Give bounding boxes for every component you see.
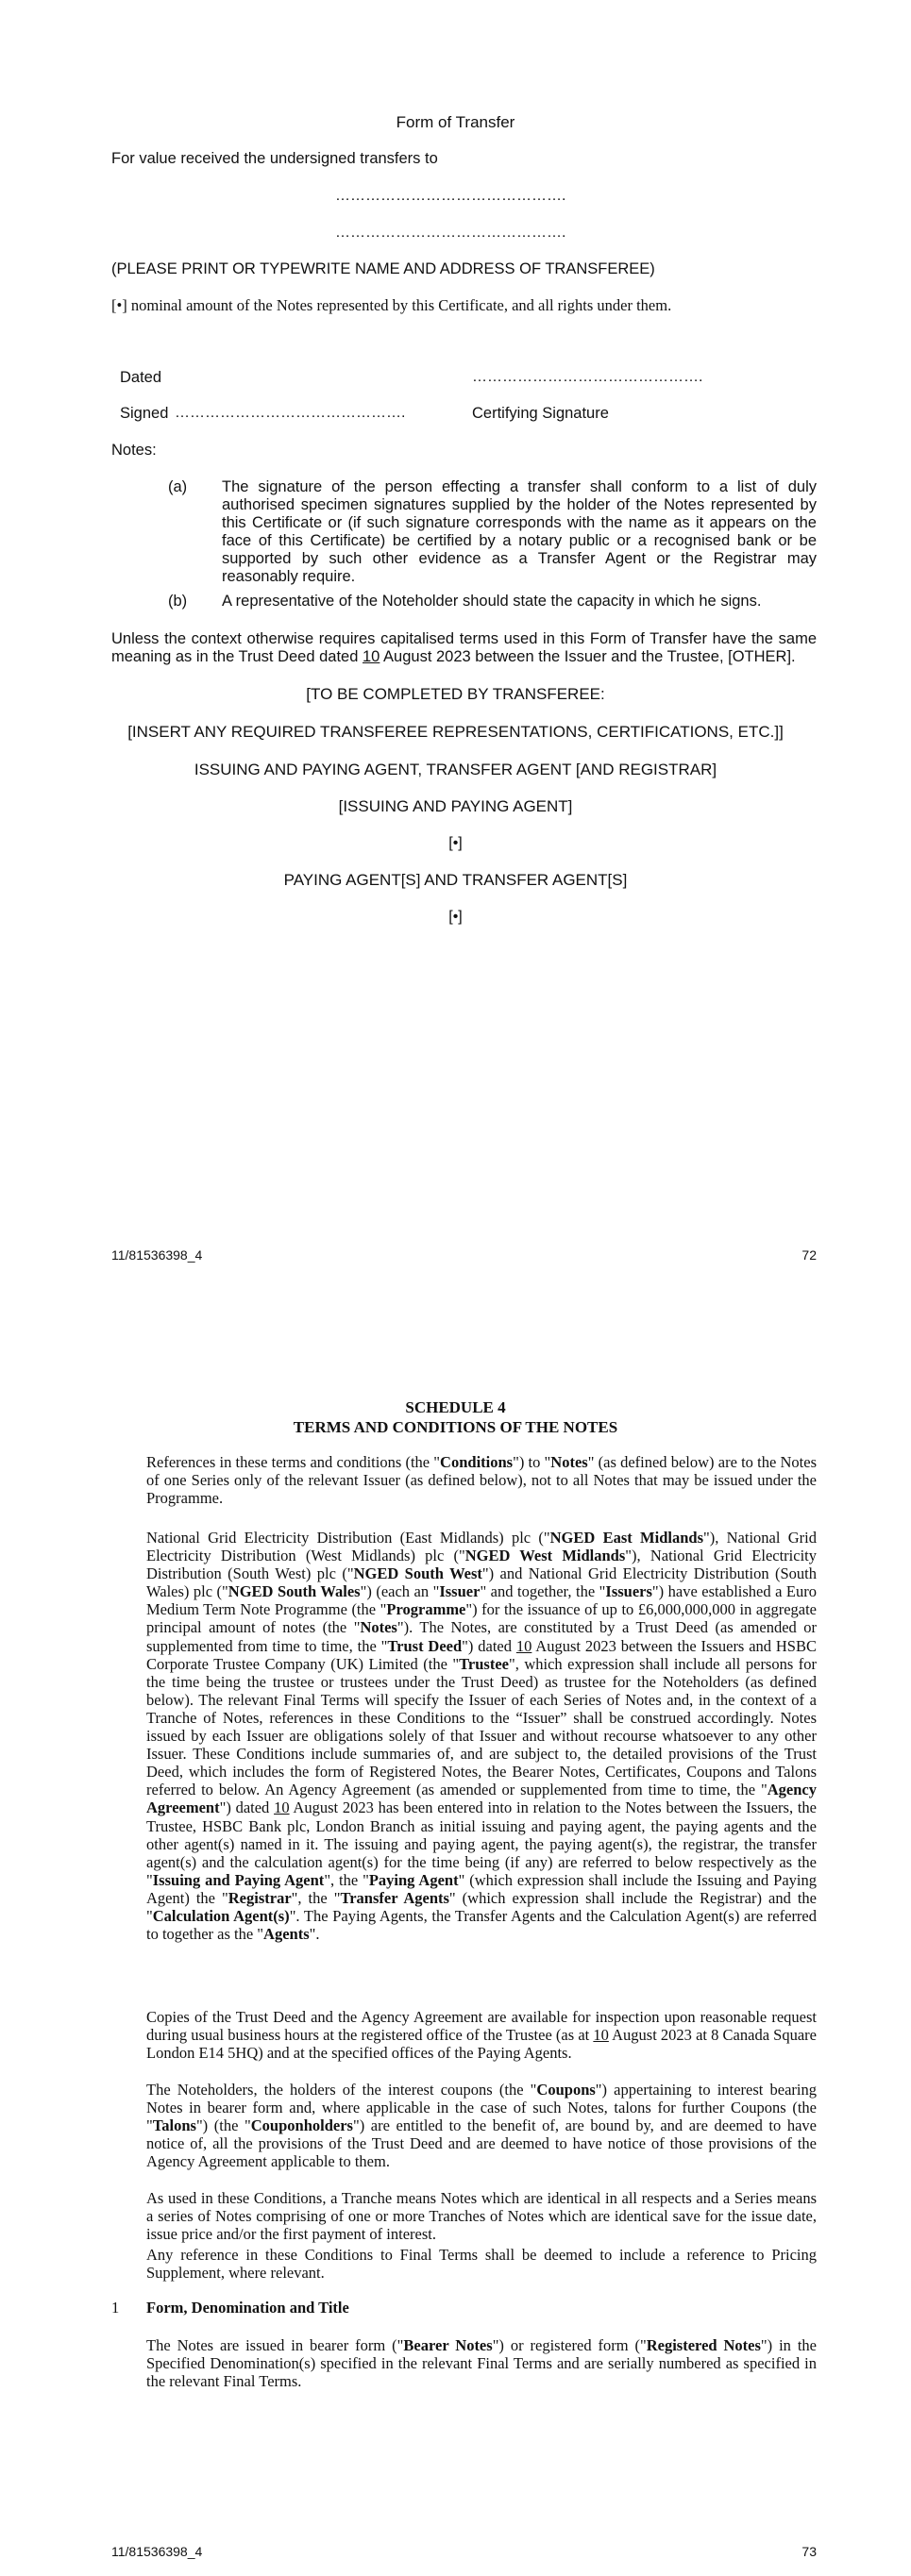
section-title: Form, Denomination and Title: [146, 2299, 349, 2317]
insert-representations: [INSERT ANY REQUIRED TRANSFEREE REPRESENTATIONS, CERTIFICATIONS, ETC.]]: [127, 723, 784, 741]
transferee-dots-1: ……………………………………….: [335, 188, 566, 204]
issuing-paying-agent: [ISSUING AND PAYING AGENT]: [338, 797, 573, 815]
schedule-title: SCHEDULE 4: [405, 1398, 506, 1416]
inspection-paragraph: Copies of the Trust Deed and the Agency Agreement are available for inspection upon reasonable request during usual business hours at the registered office of the Trustee (as at 10 August 2023 at 8 Canada Square London E14 5HQ) and at the specified offices of the Paying Agents.: [146, 2008, 817, 2063]
signed-label: Signed: [120, 405, 169, 422]
form-denomination-paragraph: The Notes are issued in bearer form ("Bearer Notes") or registered form ("Registered Notes") in the Specified Denomination(s) specified in the relevant Final Terms and are serially numbered as specified in the relevant Final Terms.: [146, 2336, 818, 2391]
notes-label: Notes:: [111, 442, 157, 459]
to-be-completed-heading: [TO BE COMPLETED BY TRANSFEREE:: [306, 685, 605, 703]
footer-page-number: 72: [801, 1247, 817, 1263]
dated-label: Dated: [120, 369, 162, 386]
note-a-text: The signature of the person effecting a transfer shall conform to a list of duly authorised specimen signatures supplied by the holder of the Notes represented by this Certificate or (if such signature corresponds with the name as it appears on the face of this Certificate) be certified by a notary public or a recognised bank or be supported by such other evidence as a Transfer Agent or the Registrar may reasonably require.: [222, 478, 817, 585]
final-terms-paragraph: Any reference in these Conditions to Final Terms shall be deemed to include a reference to Pricing Supplement, where relevant.: [146, 2246, 817, 2283]
section-number: 1: [111, 2299, 120, 2317]
parties-paragraph: National Grid Electricity Distribution (East Midlands) plc ("NGED East Midlands"), National Grid Electricity Distribution (West Midlands) plc ("NGED West Midlands"), National Grid Electricity Distribution (South West) plc ("NGED South West") and National Grid Electricity Distribution (South Wales) plc ("NGED South Wales") (each an "Issuer" and together, the "Issuers") have established a Euro Medium Term Note Programme (the "Programme") for the issuance of up to £6,000,000,000 in aggregate principal amount of notes (the "Notes"). The Notes, are constituted by a Trust Deed (as amended or supplemented from time to time, the "Trust Deed") dated 10 August 2023 between the Issuers and HSBC Corporate Trustee Company (UK) Limited (the "Trustee", which expression shall include all persons for the time being the trustee or trustees under the Trust Deed) as trustee for the Noteholders (as defined below). The relevant Final Terms will specify the Issuer of each Series of Notes and, in the context of a Tranche of Notes, references in these Conditions to the “Issuer” shall be construed accordingly. Notes issued by each Issuer are obligations solely of that Issuer and without recourse whatsoever to any other Issuer. These Conditions include summaries of, and are subject to, the detailed provisions of the Trust Deed, which includes the form of Registered Notes, the Bearer Notes, Certificates, Coupons and Talons referred to below. An Agency Agreement (as amended or supplemented from time to time, the "Agency Agreement") dated 10 August 2023 has been entered into in relation to the Notes between the Issuers, the Trustee, HSBC Bank plc, London Branch as initial issuing and paying agent, the paying agents and the other agent(s) named in it. The issuing and paying agent, the paying agent(s), the registrar, the transfer agent(s) and the calculation agent(s) for the time being (if any) are referred to below respectively as the "Issuing and Paying Agent", the "Paying Agent" (which expression shall include the Issuing and Paying Agent) the "Registrar", the "Transfer Agents" (which expression shall include the Registrar) and the "Calculation Agent(s)". The Paying Agents, the Transfer Agents and the Calculation Agent(s) are referred to together as the "Agents".: [146, 1529, 818, 1944]
noteholders-paragraph: The Noteholders, the holders of the interest coupons (the "Coupons") appertaining to interest bearing Notes in bearer form and, where applicable in the case of such Notes, talons for further Coupons (the "Talons") (the "Couponholders") are entitled to the benefit of, are bound by, and are deemed to have notice of, all the provisions of the Trust Deed and are deemed to have notice of those provisions of the Agency Agreement applicable to them.: [146, 2081, 817, 2171]
print-instruction: (PLEASE PRINT OR TYPEWRITE NAME AND ADDRESS OF TRANSFEREE): [111, 260, 655, 277]
dated-dots: ……………………………………….: [472, 369, 703, 385]
footer-page-number: 73: [801, 2544, 817, 2559]
placeholder-1: [•]: [448, 835, 463, 851]
paying-transfer-agents: PAYING AGENT[S] AND TRANSFER AGENT[S]: [283, 871, 628, 889]
tranche-definition-paragraph: As used in these Conditions, a Tranche means Notes which are identical in all respects and a Series means a series of Notes comprising of one or more Tranches of Notes which are identical save for the issue date, issue price and/or the first payment of interest.: [146, 2189, 817, 2244]
footer-reference: 11/81536398_4: [111, 2544, 203, 2559]
note-a-marker: (a): [168, 478, 188, 495]
agent-heading: ISSUING AND PAYING AGENT, TRANSFER AGENT [AND REGISTRAR]: [194, 761, 717, 778]
form-title: Form of Transfer: [396, 113, 515, 131]
context-paragraph: Unless the context otherwise requires capitalised terms used in this Form of Transfer have the same meaning as in the Trust Deed dated 10 August 2023 between the Issuer and the Trustee, [OTHER].: [111, 630, 817, 665]
signed-dots: ……………………………………….: [175, 405, 406, 421]
intro-paragraph: References in these terms and conditions (the "Conditions") to "Notes" (as defined below) are to the Notes of one Series only of the relevant Issuer (as defined below), not to all Notes that may be issued under the Programme.: [146, 1453, 817, 1508]
date-day: 10: [363, 648, 380, 665]
certifying-signature: Certifying Signature: [472, 405, 609, 422]
transferee-dots-2: ……………………………………….: [335, 225, 566, 241]
transfer-intro: For value received the undersigned transfers to: [111, 150, 438, 167]
note-b-text: A representative of the Noteholder should state the capacity in which he signs.: [222, 593, 762, 610]
footer-reference: 11/81536398_4: [111, 1247, 203, 1263]
nominal-amount-line: [•] nominal amount of the Notes represented by this Certificate, and all rights under them.: [111, 296, 672, 314]
schedule-subtitle: TERMS AND CONDITIONS OF THE NOTES: [293, 1418, 618, 1436]
note-b-marker: (b): [168, 593, 188, 610]
placeholder-2: [•]: [448, 909, 463, 925]
